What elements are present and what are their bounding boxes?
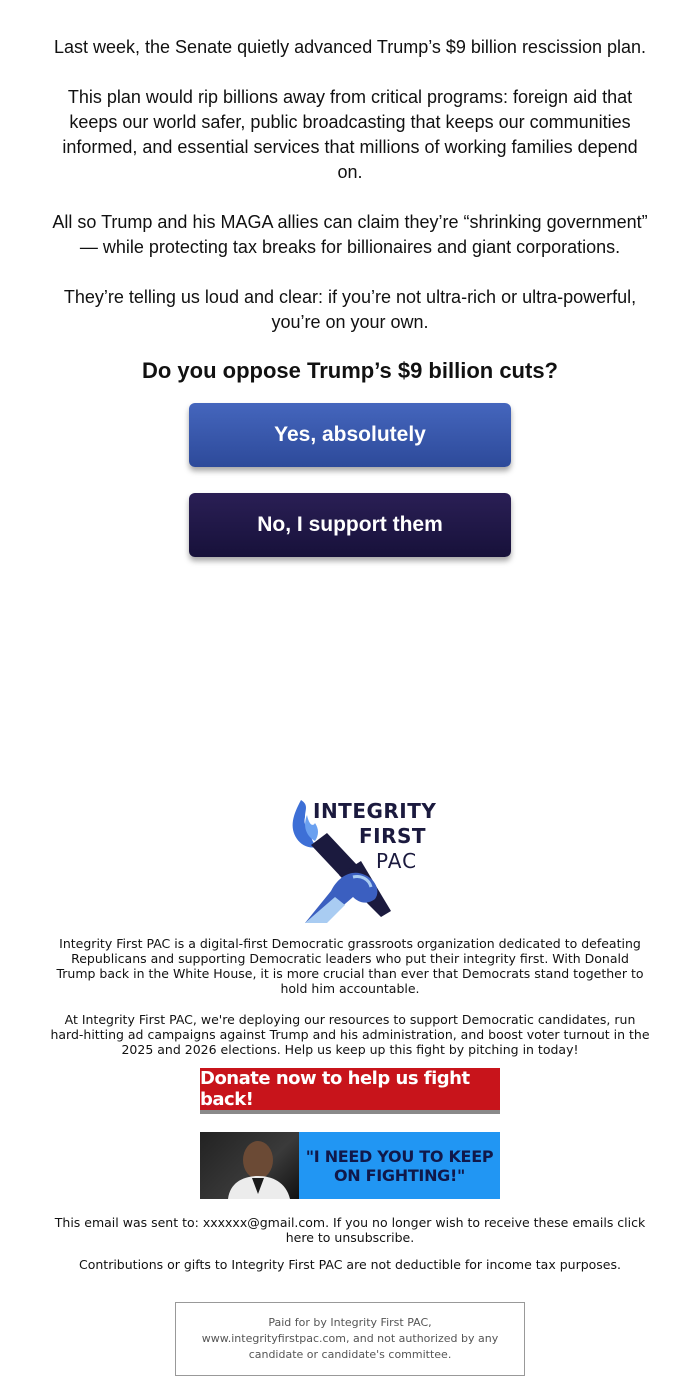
banner-quote: "I NEED YOU TO KEEP ON FIGHTING!" — [305, 1146, 494, 1185]
paid-for-disclaimer: Paid for by Integrity First PAC, www.integrityfirstpac.com, and not authorized by any candidate or candidate's committee. — [175, 1302, 525, 1376]
logo-line3: PAC — [376, 849, 418, 873]
logo-line1: INTEGRITY — [313, 799, 437, 823]
paragraph-plan: This plan would rip billions away from critical programs: foreign aid that keeps our world safer, public broadcasting that keeps our communities informed, and essential services that millions of working families depend on. — [62, 87, 638, 182]
tax-notice: Contributions or gifts to Integrity First PAC are not deductible for income tax purposes. — [79, 1257, 621, 1272]
sent-to-text: This email was sent to: xxxxxx@gmail.com. If you no longer wish to receive these emails click here to unsubscribe. — [54, 1215, 646, 1245]
paragraph-warning: They’re telling us loud and clear: if you’re not ultra-rich or ultra-powerful, you’re on your own. — [63, 287, 637, 332]
integrity-first-logo[interactable] — [283, 795, 437, 925]
poll-question: Do you oppose Trump’s $9 billion cuts? — [141, 358, 558, 383]
person-icon — [200, 1132, 299, 1199]
obama-banner[interactable] — [200, 1132, 500, 1199]
paragraph-maga: All so Trump and his MAGA allies can claim they’re “shrinking government” — while protecting tax breaks for billionaires and giant corporations. — [52, 212, 648, 257]
donate-button[interactable]: Donate now to help us fight back! — [200, 1068, 500, 1114]
mission-text: At Integrity First PAC, we're deploying our resources to support Democratic candidates, run hard-hitting ad campaigns against Trump and his administration, and boost voter turnout in the 2025 and 2026 elections. Help us keep up this fight by pitching in today! — [50, 1012, 650, 1057]
yes-button[interactable]: Yes, absolutely — [189, 403, 511, 467]
about-text: Integrity First PAC is a digital-first Democratic grassroots organization dedicated to defeating Republicans and supporting Democratic leaders who put their integrity first. With Donald Trump back in the White House, it is more crucial than ever that Democrats stand together to hold him accountable. — [56, 936, 644, 996]
paragraph-intro: Last week, the Senate quietly advanced Trump’s $9 billion rescission plan. — [53, 37, 646, 57]
logo-line2: FIRST — [359, 824, 427, 848]
no-button[interactable]: No, I support them — [189, 493, 511, 557]
portrait-image — [200, 1132, 299, 1199]
